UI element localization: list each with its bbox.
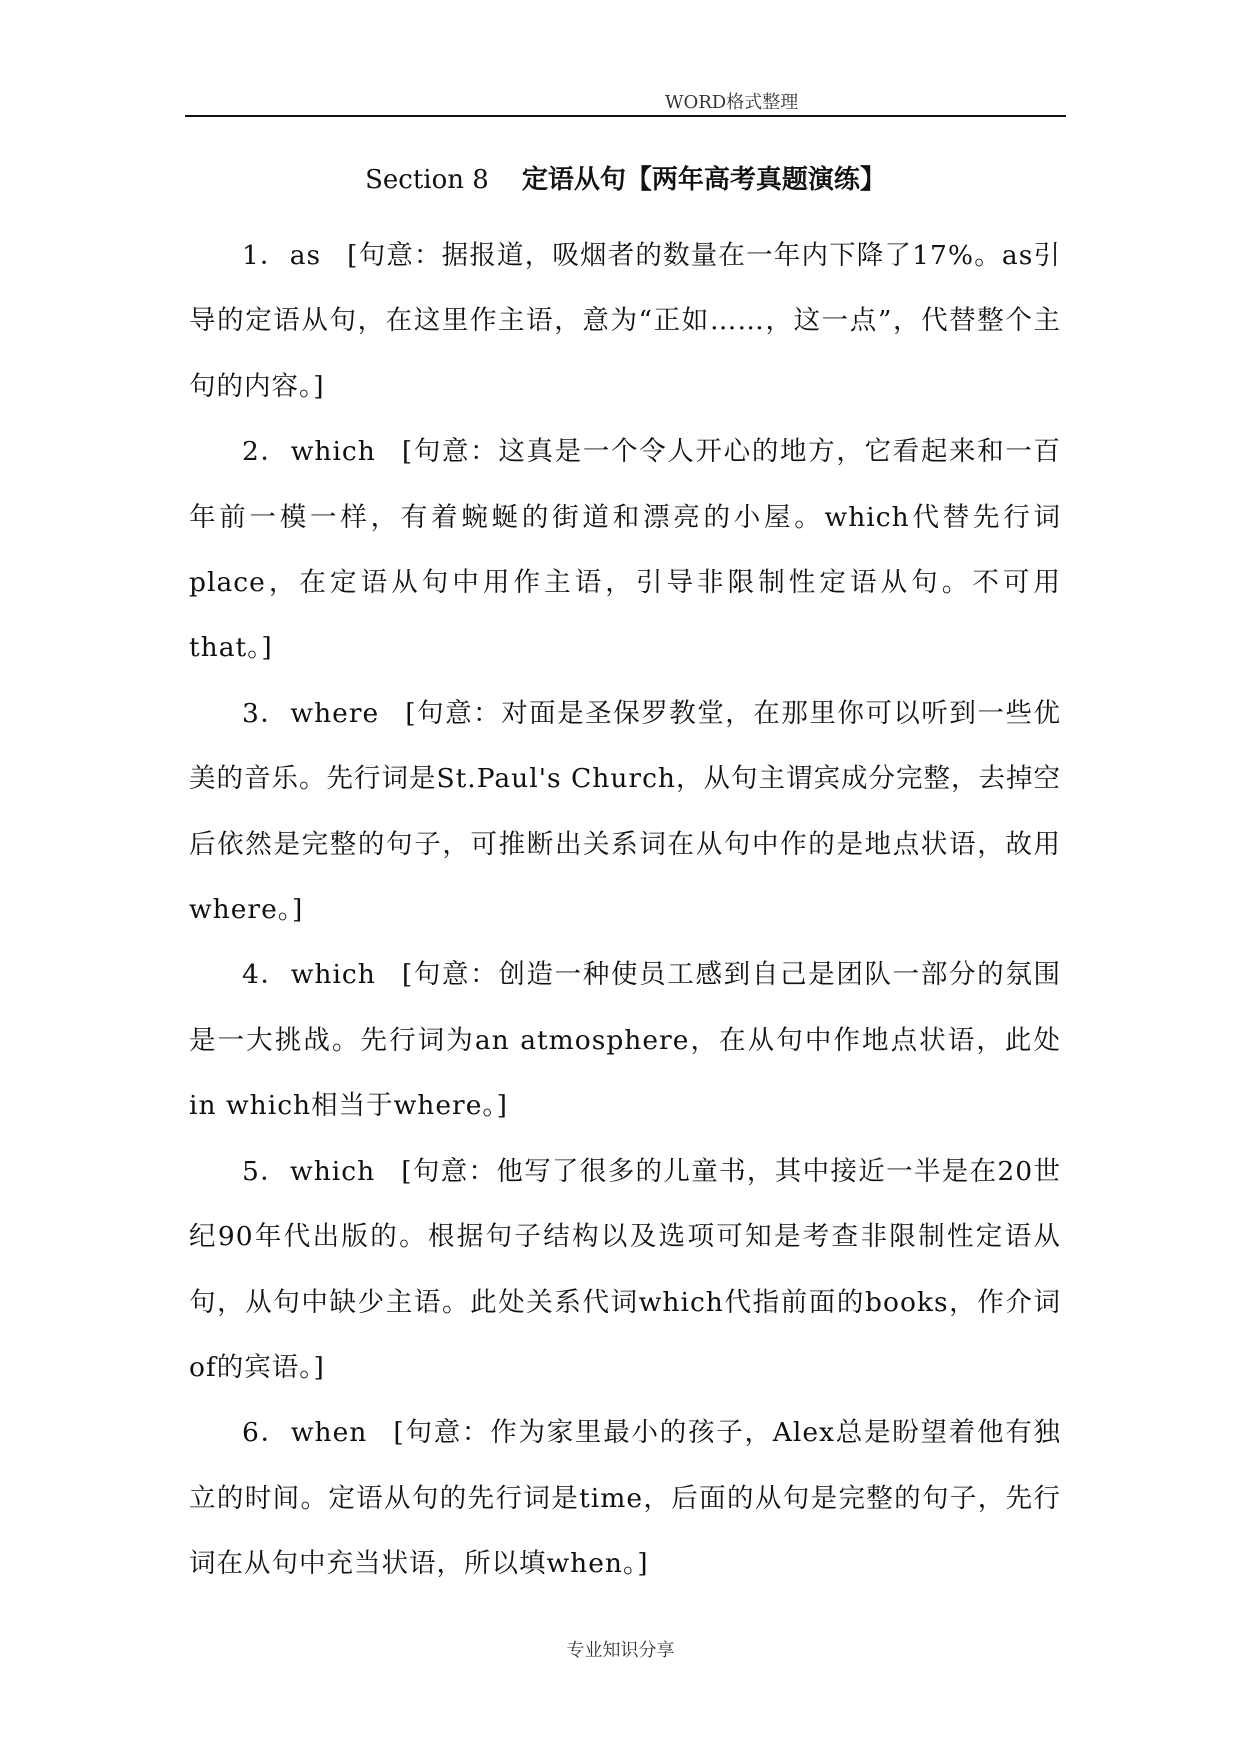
page-header	[185, 86, 1066, 116]
answer-item-2	[189, 419, 1061, 681]
answer-word: as	[289, 240, 322, 271]
answer-number: 3．	[242, 697, 289, 729]
answer-number: 2．	[242, 436, 289, 468]
answer-number: 5．	[242, 1155, 289, 1187]
header-label: WORD格式整理	[665, 92, 799, 113]
answer-list	[189, 223, 1061, 1597]
page-footer: 专业知识分享	[566, 1640, 675, 1661]
answer-word: when	[290, 1417, 368, 1449]
section-number: Section 8	[365, 165, 489, 195]
answer-item-4	[189, 942, 1061, 1138]
answer-explanation: [句意：作为家里最小的孩子，Alex总是盼望着他有独立的时间。定语从句的先行词是time，后面的从句是完整的句子，先行词在从句中充当状语，所以填when。]	[189, 1417, 1061, 1580]
answer-word: which	[290, 1155, 376, 1187]
answer-item-1	[189, 223, 1061, 419]
section-title	[185, 160, 1066, 200]
answer-explanation: [句意：据报道，吸烟者的数量在一年内下降了17%。as引导的定语从句，在这里作主语，意为“正如……，这一点”，代替整个主句的内容。]	[189, 240, 1061, 402]
answer-word: which	[290, 436, 376, 468]
answer-item-3	[189, 681, 1061, 943]
header-rule	[185, 115, 1066, 117]
answer-explanation: [句意：他写了很多的儿童书，其中接近一半是在20世纪90年代出版的。根据句子结构以及选项可知是考查非限制性定语从句，从句中缺少主语。此处关系代词which代指前面的books，作介词of的宾语。]	[189, 1155, 1061, 1383]
answer-number: 1．	[242, 240, 288, 271]
section-heading: 定语从句【两年高考真题演练】	[521, 165, 886, 195]
answer-word: which	[290, 959, 376, 991]
answer-item-5	[189, 1139, 1061, 1401]
answer-explanation: [句意：这真是一个令人开心的地方，它看起来和一百年前一模一样，有着蜿蜒的街道和漂亮的小屋。which代替先行词place，在定语从句中用作主语，引导非限制性定语从句。不可用that。]	[189, 436, 1061, 664]
answer-explanation: [句意：创造一种使员工感到自己是团队一部分的氛围是一大挑战。先行词为an atmosphere，在从句中作地点状语，此处in which相当于where。]	[189, 959, 1061, 1122]
answer-item-6	[189, 1400, 1061, 1596]
answer-explanation: [句意：对面是圣保罗教堂，在那里你可以听到一些优美的音乐。先行词是St.Paul's Church，从句主谓宾成分完整，去掉空后依然是完整的句子，可推断出关系词在从句中作的是地点状语，故用where。]	[189, 697, 1062, 926]
answer-number: 6．	[242, 1417, 289, 1449]
answer-number: 4．	[242, 959, 289, 991]
answer-word: where	[290, 697, 380, 729]
